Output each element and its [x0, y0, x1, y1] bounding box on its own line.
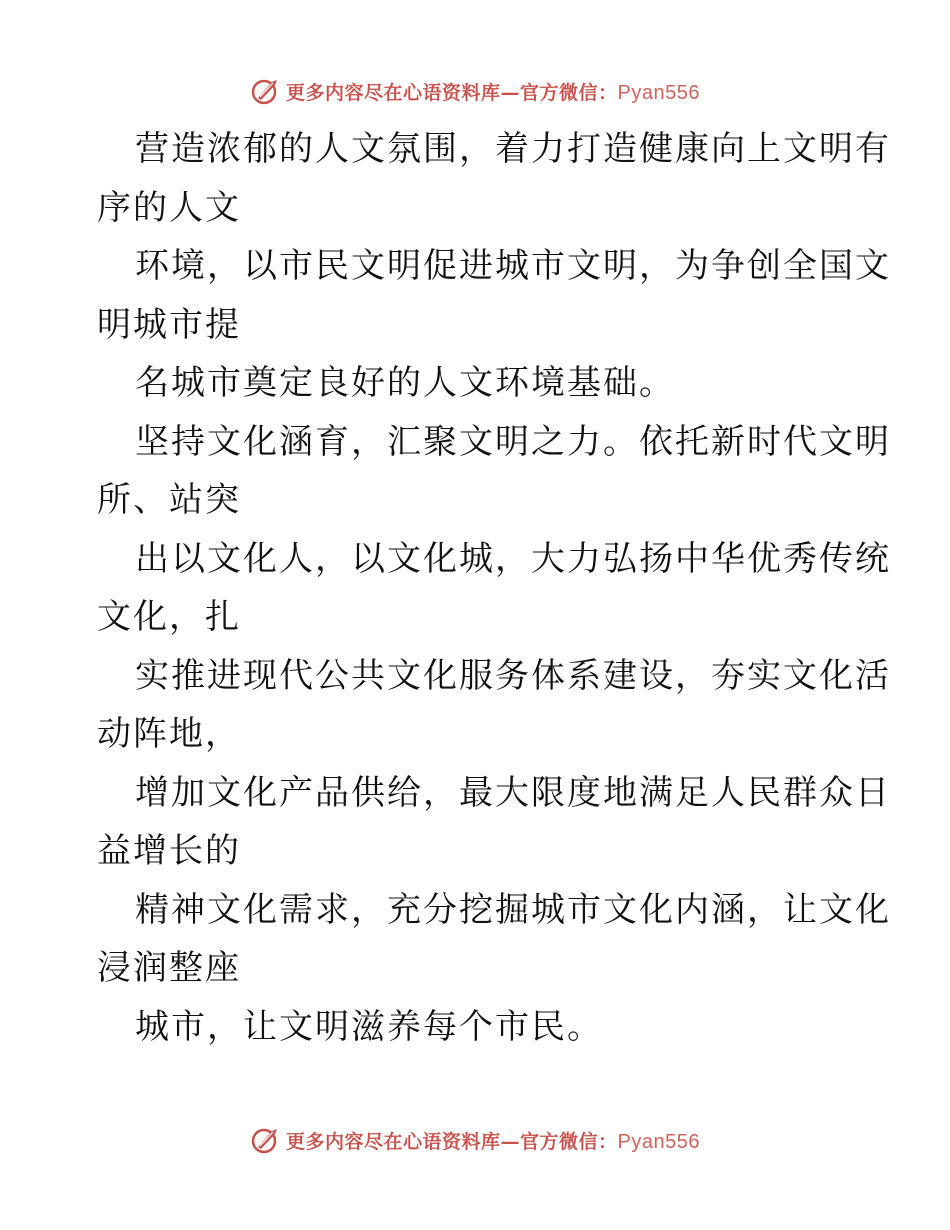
paragraph-line: 名城市奠定良好的人文环境基础。	[135, 363, 675, 403]
paragraph-line: 营造浓郁的人文氛围，着力打造健康向上文明有	[135, 129, 891, 169]
paragraph-line: 浸润整座	[97, 948, 241, 988]
paragraph-line: 出以文化人，以文化城，大力弘扬中华优秀传统	[135, 538, 891, 579]
header-brand-text: 更多内容尽在心语资料库—官方微信：	[286, 81, 618, 104]
page-header-banner	[0, 71, 950, 111]
header-wechat-id: Pyan556	[617, 81, 700, 104]
paragraph-line: 增加文化产品供给，最大限度地满足人民群众日	[135, 772, 891, 813]
paragraph-line: 动阵地，	[97, 714, 241, 754]
paragraph-line: 环境，以市民文明促进城市文明，为争创全国文	[135, 246, 891, 286]
paragraph-line: 序的人文	[97, 187, 241, 228]
footer-brand-text: 更多内容尽在心语资料库—官方微信：	[286, 1130, 618, 1153]
paragraph-line: 文化，扎	[97, 597, 241, 637]
footer-wechat-id: Pyan556	[617, 1130, 700, 1153]
paragraph-line: 精神文化需求，充分挖掘城市文化内涵，让文化	[135, 889, 891, 930]
pen-nib-logo-icon	[250, 75, 282, 107]
page-footer-banner	[0, 1120, 950, 1160]
paragraph-line: 明城市提	[97, 304, 241, 345]
footer-text	[286, 1127, 700, 1154]
paragraph-line: 坚持文化涵育，汇聚文明之力。依托新时代文明	[135, 421, 891, 462]
header-text	[286, 78, 700, 105]
pen-nib-logo-icon	[250, 1124, 282, 1156]
paragraph-line: 所、站突	[97, 480, 241, 520]
paragraph-line: 益增长的	[97, 831, 241, 871]
paragraph-line: 实推进现代公共文化服务体系建设，夯实文化活	[135, 655, 891, 696]
paragraph-line: 城市，让文明滋养每个市民。	[135, 1006, 603, 1047]
document-body	[97, 120, 891, 1056]
